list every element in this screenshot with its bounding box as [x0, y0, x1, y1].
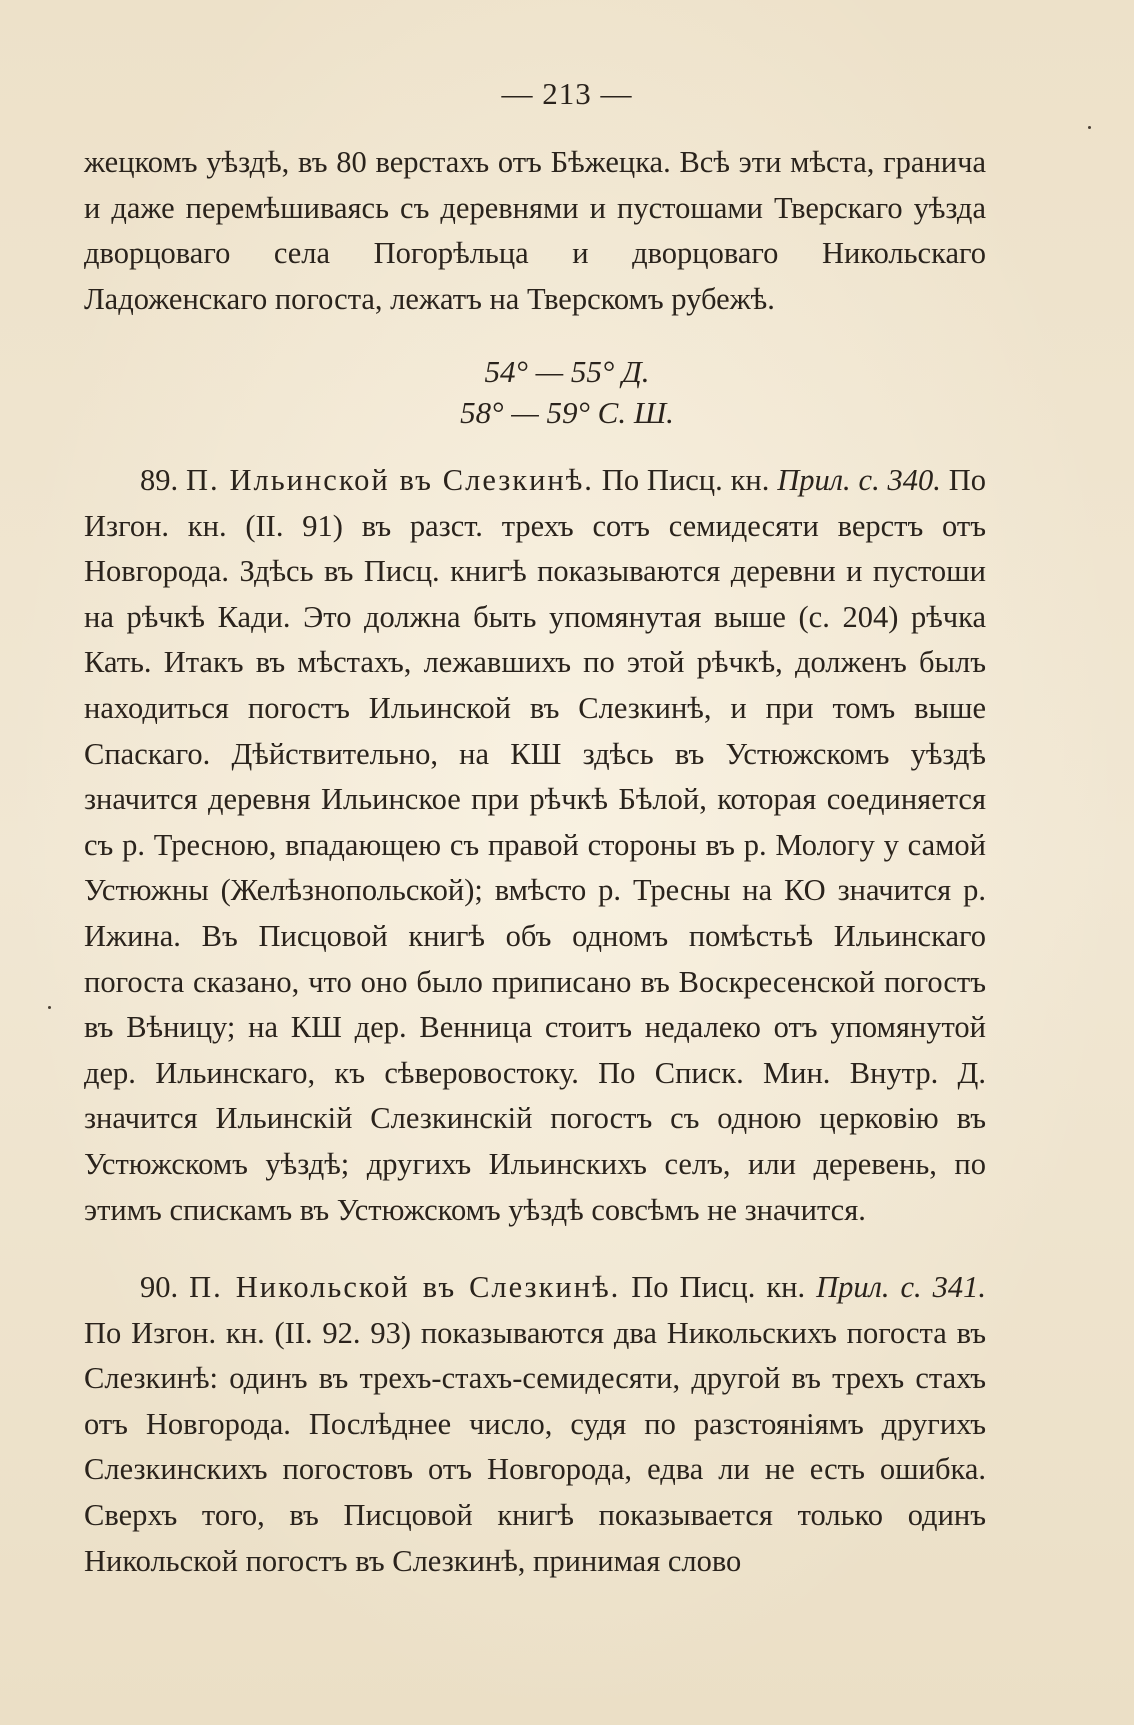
- entry-89-reference: Прил. с. 340.: [777, 463, 941, 497]
- page-number: — 213 —: [501, 76, 633, 111]
- entry-89: [84, 458, 986, 1233]
- entry-89-number: 89.: [140, 463, 179, 497]
- entry-90-body: По Изгон. кн. (II. 92. 93) показываются два Никольскихъ погоста въ Слезкинѣ: одинъ въ трехъ-стахъ-семидесяти, другой въ трехъ стахъ отъ Новгорода. Послѣднее число, судя по разстояніямъ другихъ Слезкинскихъ погостовъ отъ Новгорода, едва ли не есть ошибка. Сверхъ того, въ Писцовой книгѣ показывается только одинъ Никольской погостъ въ Слезкинѣ, принимая слово: [84, 1315, 986, 1578]
- entry-90-reference: Прил. с. 341.: [816, 1270, 987, 1304]
- latitude-range: 58° — 59° С. Ш.: [460, 395, 674, 430]
- longitude-range: 54° — 55° Д.: [484, 354, 650, 389]
- entry-90-source: По Писц. кн.: [631, 1270, 806, 1304]
- entry-89-title: П. Ильинской въ Слезкинѣ.: [185, 463, 594, 497]
- entry-90-title: П. Никольской въ Слезкинѣ.: [189, 1270, 621, 1304]
- print-speck: [48, 1006, 51, 1009]
- entry-89-source: По Писц. кн.: [601, 463, 770, 497]
- entry-90-number: 90.: [140, 1270, 179, 1304]
- entry-90: [84, 1265, 986, 1584]
- entry-89-body: По Изгон. кн. (II. 91) въ разст. трехъ сотъ семидесяти верстъ отъ Новгорода. Здѣсь въ Писц. книгѣ показываются деревни и пустоши на рѣчкѣ Кади. Это должна быть упомянутая выше (с. 204) рѣчка Кать. Итакъ въ мѣстахъ, лежавшихъ по этой рѣчкѣ, долженъ былъ находиться погостъ Ильинской въ Слезкинѣ, и при томъ выше Спаскаго. Дѣйствительно, на КШ здѣсь въ Устюжскомъ уѣздѣ значится деревня Ильинское при рѣчкѣ Бѣлой, которая соединяется съ р. Тресною, впадающею съ правой стороны въ р. Мологу у самой Устюжны (Желѣзнопольской); вмѣсто р. Тресны на КО значится р. Ижина. Въ Писцовой книгѣ объ одномъ помѣстьѣ Ильинскаго погоста сказано, что оно было приписано въ Воскресенской погостъ въ Вѣницу; на КШ дер. Венница стоитъ недалеко отъ упомянутой дер. Ильинскаго, къ сѣверовостоку. По Списк. Мин. Внутр. Д. значится Ильинскій Слезкинскій погостъ съ одною церковію въ Устюжскомъ уѣздѣ; другихъ Ильинскихъ селъ, или деревень, по этимъ спискамъ въ Устюжскомъ уѣздѣ совсѣмъ не значится.: [84, 463, 987, 1227]
- print-speck: [1088, 126, 1091, 129]
- paragraph-intro: жецкомъ уѣздѣ, въ 80 верстахъ отъ Бѣжецка. Всѣ эти мѣста, гранича и даже перемѣшиваясь съ деревнями и пустошами Тверскаго уѣзда дворцоваго села Погорѣльца и дворцоваго Никольскаго Ладоженскаго погоста, лежатъ на Тверскомъ рубежѣ.: [84, 145, 986, 316]
